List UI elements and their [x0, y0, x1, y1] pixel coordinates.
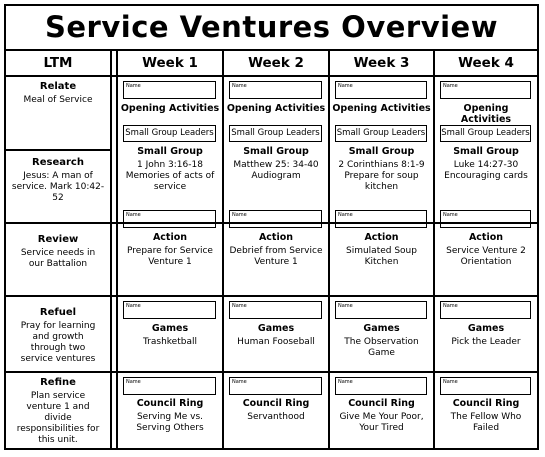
ltm-research — [6, 151, 110, 222]
week-3-action-cell — [330, 224, 433, 295]
name-field[interactable]: Name — [335, 210, 427, 228]
council-ring-label: Council Ring — [136, 398, 204, 409]
overview-sheet — [4, 4, 539, 450]
ltm-refuel-title: Refuel — [39, 307, 77, 318]
week-2-header: Week 2 — [248, 55, 304, 71]
name-field[interactable]: Name — [335, 301, 427, 319]
name-field[interactable]: Name — [229, 210, 322, 228]
small-group-text: Matthew 25: 34-40 Audiogram — [233, 160, 319, 181]
small-group-leaders-field[interactable]: Small Group Leaders — [123, 125, 216, 142]
small-group-text: 2 Corinthians 8:1-9 Prepare for soup kitchen — [338, 160, 425, 192]
week-1-council-cell — [118, 373, 222, 448]
name-field[interactable]: Name — [123, 301, 216, 319]
small-group-text: Luke 14:27-30 Encouraging cards — [444, 160, 528, 181]
name-field[interactable]: Name — [123, 81, 216, 99]
name-field[interactable]: Name — [229, 81, 322, 99]
small-group-label: Small Group — [348, 146, 415, 157]
week-4-action-cell — [435, 224, 537, 295]
ltm-review-title: Review — [37, 234, 79, 245]
name-field[interactable]: Name — [123, 377, 216, 395]
small-group-text: 1 John 3:16-18 Memories of acts of service — [125, 160, 215, 192]
small-group-leaders-field[interactable]: Small Group Leaders — [335, 125, 427, 142]
name-field[interactable]: Name — [229, 301, 322, 319]
week-4-planning-cell — [435, 77, 537, 222]
ltm-refine-title: Refine — [40, 377, 76, 388]
action-label: Action — [258, 232, 294, 243]
small-group-label: Small Group — [243, 146, 309, 157]
ltm-refuel — [6, 297, 110, 371]
week-1-planning-cell — [118, 77, 222, 222]
opening-activities-label: Opening Activities — [460, 103, 512, 125]
action-text: Simulated Soup Kitchen — [346, 246, 417, 267]
small-group-label: Small Group — [137, 146, 203, 157]
name-field[interactable]: Name — [440, 377, 531, 395]
council-ring-label: Council Ring — [242, 398, 310, 409]
games-text: Human Fooseball — [237, 337, 315, 347]
council-ring-label: Council Ring — [452, 398, 520, 409]
week-3-header: Week 3 — [353, 55, 410, 71]
action-text: Debrief from Service Venture 1 — [229, 246, 323, 267]
name-field[interactable]: Name — [440, 301, 531, 319]
week-4-games-cell — [435, 297, 537, 371]
action-text: Service Venture 2 Orientation — [446, 246, 526, 267]
week-1-action-cell — [118, 224, 222, 295]
ltm-research-title: Research — [32, 157, 84, 168]
week-3-games-cell — [330, 297, 433, 371]
council-ring-text: Give Me Your Poor, Your Tired — [339, 412, 424, 433]
name-field[interactable]: Name — [123, 210, 216, 228]
games-label: Games — [257, 323, 295, 334]
week-1-games-cell — [118, 297, 222, 371]
ltm-relate-title: Relate — [39, 81, 77, 92]
column-divider — [110, 49, 112, 448]
name-field[interactable]: Name — [335, 81, 427, 99]
ltm-header: LTM — [43, 55, 73, 71]
opening-activities-label: Opening Activities — [226, 103, 326, 114]
week-4-council-cell — [435, 373, 537, 448]
ltm-review — [6, 224, 110, 295]
week-2-action-cell — [224, 224, 328, 295]
small-group-leaders-field[interactable]: Small Group Leaders — [440, 125, 531, 142]
ltm-refine-text: Plan service venture 1 and divide responsibilities for this unit. — [16, 391, 100, 445]
week-1-header: Week 1 — [142, 55, 198, 71]
games-label: Games — [467, 323, 505, 334]
council-ring-text: Serving Me vs. Serving Others — [136, 412, 204, 433]
week-3-council-cell — [330, 373, 433, 448]
ltm-research-text: Jesus: A man of service. Mark 10:42-52 — [11, 171, 105, 203]
week-4-header: Week 4 — [458, 55, 514, 71]
ltm-relate-text: Meal of Service — [23, 95, 93, 105]
name-field[interactable]: Name — [229, 377, 322, 395]
games-text: Pick the Leader — [451, 337, 521, 347]
week-2-games-cell — [224, 297, 328, 371]
games-label: Games — [363, 323, 400, 334]
opening-activities-label: Opening Activities — [332, 103, 431, 114]
opening-activities-label: Opening Activities — [120, 103, 220, 114]
ltm-refuel-text: Pray for learning and growth through two service ventures — [20, 321, 96, 364]
action-text: Prepare for Service Venture 1 — [127, 246, 213, 267]
ltm-review-text: Service needs in our Battalion — [20, 248, 96, 269]
action-label: Action — [364, 232, 399, 243]
week-3-planning-cell — [330, 77, 433, 222]
name-field[interactable]: Name — [440, 210, 531, 228]
small-group-label: Small Group — [453, 146, 519, 157]
name-field[interactable]: Name — [440, 81, 531, 99]
action-label: Action — [468, 232, 504, 243]
week-2-planning-cell — [224, 77, 328, 222]
games-text: The Observation Game — [344, 337, 419, 358]
ltm-relate — [6, 77, 110, 149]
action-label: Action — [152, 232, 188, 243]
games-text: Trashketball — [143, 337, 197, 347]
games-label: Games — [151, 323, 189, 334]
page-title: Service Ventures Overview — [6, 6, 537, 51]
small-group-leaders-field[interactable]: Small Group Leaders — [229, 125, 322, 142]
week-2-council-cell — [224, 373, 328, 448]
council-ring-text: The Fellow Who Failed — [450, 412, 522, 433]
council-ring-text: Servanthood — [247, 412, 305, 422]
ltm-refine — [6, 373, 110, 448]
council-ring-label: Council Ring — [348, 398, 415, 409]
name-field[interactable]: Name — [335, 377, 427, 395]
